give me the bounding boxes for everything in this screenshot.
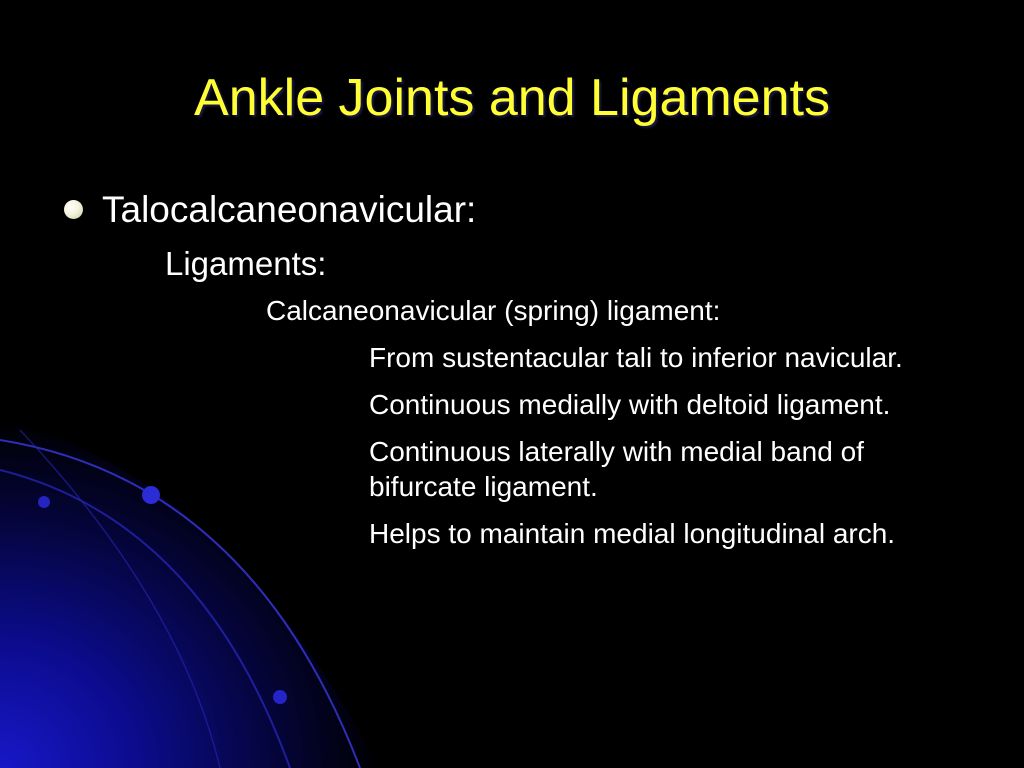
decor-dot (142, 486, 160, 504)
detail-item: Helps to maintain medial longitudinal arch. (369, 518, 896, 549)
detail-list (369, 340, 969, 563)
detail-item: From sustentacular tali to inferior navicular. (369, 342, 903, 373)
detail-item: Continuous medially with deltoid ligament. (369, 389, 891, 420)
decor-dot (273, 690, 287, 704)
bullet-level-1-text: Talocalcaneonavicular: (102, 189, 477, 230)
bullet-dot-icon (64, 200, 83, 219)
bullet-level-3: Calcaneonavicular (spring) ligament: (266, 295, 721, 326)
bullet-level-2: Ligaments: (165, 245, 327, 282)
decor-dot (38, 496, 50, 508)
slide-title: Ankle Joints and Ligaments (194, 69, 830, 127)
detail-item: Continuous laterally with medial band of bifurcate ligament. (369, 436, 864, 502)
